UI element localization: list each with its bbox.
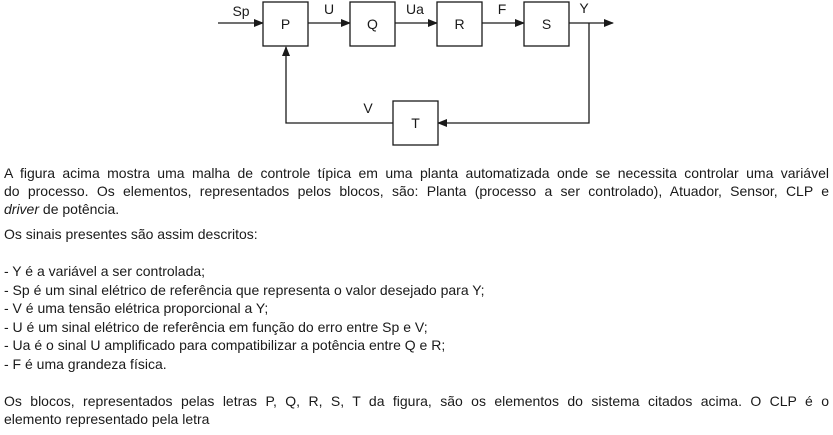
list-item: - F é uma grandeza física. xyxy=(4,355,167,372)
paragraph-signals-intro: Os sinais presentes são assim descritos: xyxy=(4,226,258,242)
paragraph-intro xyxy=(4,164,829,200)
block-r-label: R xyxy=(454,16,465,32)
paragraph-intro-line-3: de potência. xyxy=(39,201,120,217)
driver-emphasis: driver xyxy=(4,201,40,217)
list-item: - Ua é o sinal U amplificado para compatibilizar a potência entre Q e R; xyxy=(4,337,446,353)
block-s-label: S xyxy=(541,16,552,32)
list-item: - Sp é um sinal elétrico de referência que representa o valor desejado para Y; xyxy=(4,281,485,298)
block-p-label: P xyxy=(280,16,291,32)
feedback-to-p-line xyxy=(286,47,393,123)
signal-u-label: U xyxy=(323,1,335,17)
signal-f-label: F xyxy=(497,1,507,17)
signal-sp-label: Sp xyxy=(232,3,250,19)
signal-ua-label: Ua xyxy=(406,1,424,17)
signal-v-label: V xyxy=(363,100,373,116)
list-item: - U é um sinal elétrico de referência em função do erro entre Sp e V; xyxy=(4,318,428,335)
list-item: - Y é a variável a ser controlada; xyxy=(4,263,206,279)
paragraph-intro-line-2: do processo. Os elementos, representados pelos blocos, são: Planta (processo a ser controlado), Atuador, Sensor, CLP e xyxy=(4,183,829,199)
block-t-label: T xyxy=(411,115,420,131)
block-q-label: Q xyxy=(367,16,378,32)
paragraph-intro-line-1: A figura acima mostra uma malha de controle típica em uma planta automatizada onde se necessita controlar uma variável xyxy=(4,165,829,181)
paragraph-question xyxy=(4,392,829,410)
paragraph-intro-end xyxy=(4,200,829,218)
block-diagram xyxy=(0,0,833,160)
signal-list xyxy=(4,262,829,373)
list-item: - V é uma tensão elétrica proporcional a Y; xyxy=(4,300,269,316)
signal-y-label: Y xyxy=(579,0,589,16)
paragraph-question-end: elemento representado pela letra xyxy=(4,411,210,427)
paragraph-question-line-1: Os blocos, representados pelas letras P, Q, R, S, T da figura, são os elementos do sistema citados acima. O CLP é o xyxy=(4,393,829,409)
